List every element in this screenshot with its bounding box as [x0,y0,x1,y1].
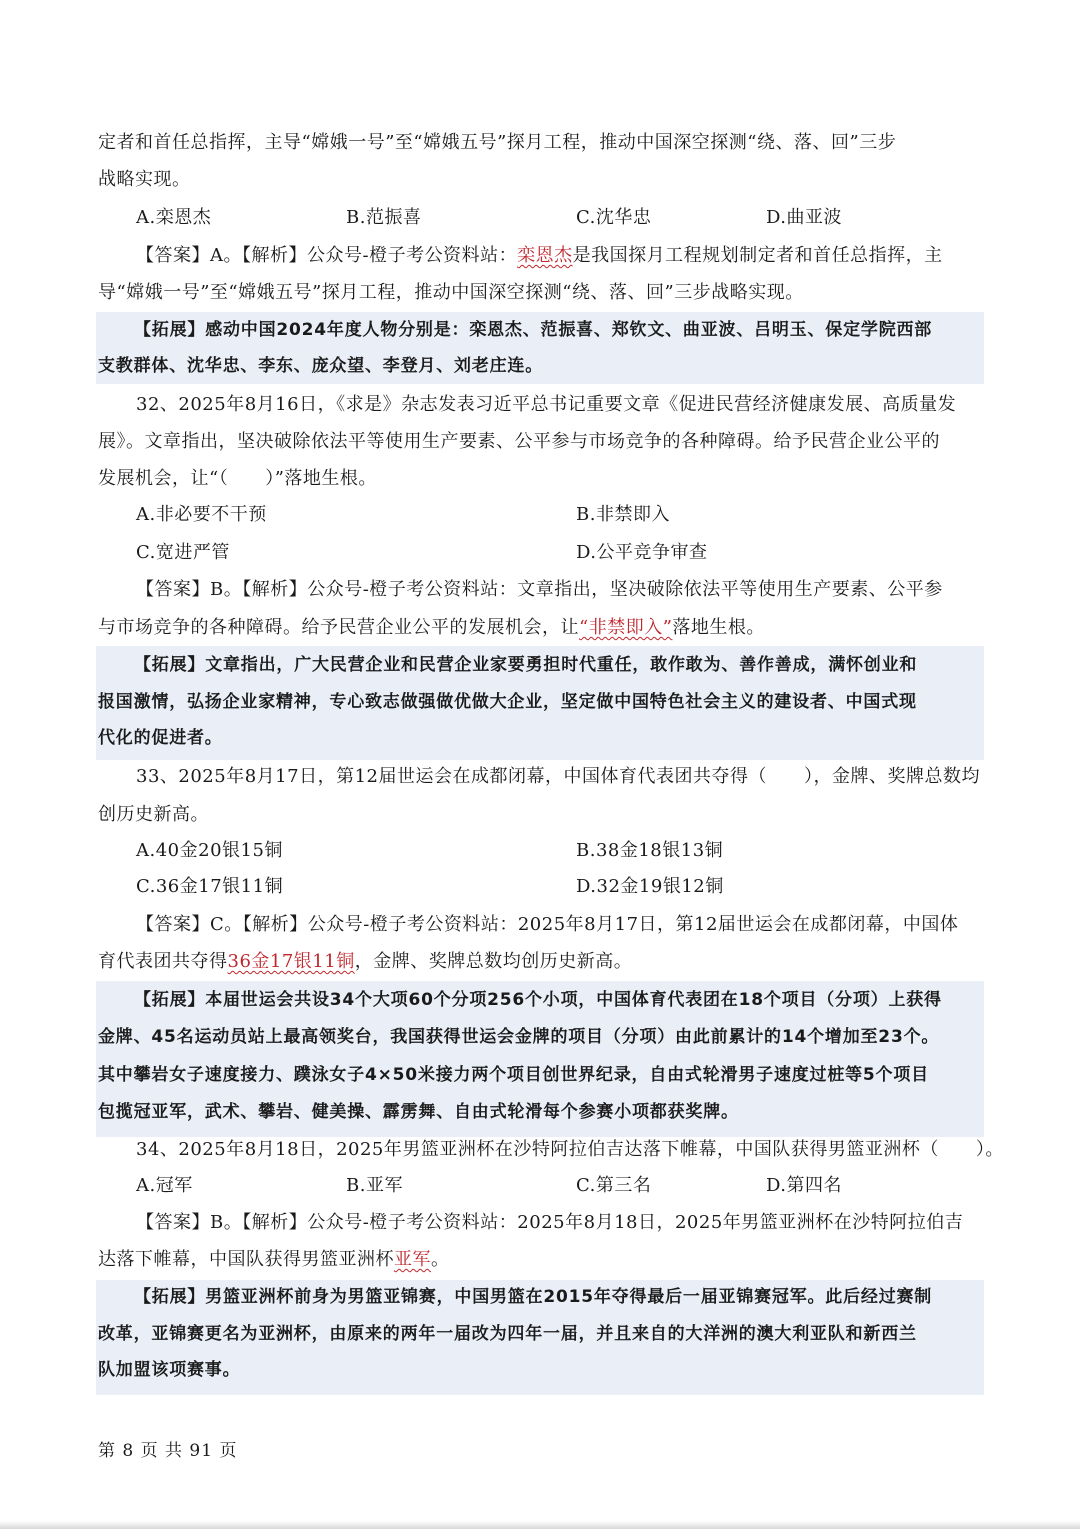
answer-explanation: 【答案】C。【解析】公众号-橙子考公资料站：2025年8月17日，第12届世运会在成都闭幕，中国体 [136,914,959,935]
answer-prefix: 与市场竞争的各种障碍。给予民营企业公平的发展机会，让 [98,617,579,638]
option-b: B.亚军 [346,1175,403,1196]
extension-box [96,1280,984,1395]
option-c: C.沈华忠 [576,207,652,228]
extension-box [96,312,984,384]
extension-text: 报国激情，弘扬企业家精神，专心致志做强做优做大企业，坚定做中国特色社会主义的建设者、中国式现 [98,692,917,712]
answer-prefix: 【答案】A。【解析】公众号-橙子考公资料站： [136,245,518,266]
question-34-text: 34、2025年8月18日，2025年男篮亚洲杯在沙特阿拉伯吉达落下帷幕，中国队获得男篮亚洲杯（ ）。 [136,1139,1004,1160]
option-a: A.非必要不干预 [136,504,267,525]
extension-text: 包揽冠亚军，武术、攀岩、健美操、霹雳舞、自由式轮滑每个参赛小项都获奖牌。 [98,1102,739,1122]
extension-box [96,646,984,760]
answer-suffix: ，金牌、奖牌总数均创历史新高。 [354,951,633,972]
option-b: B.范振喜 [346,207,422,228]
extension-text: 【拓展】本届世运会共设34个大项60个分项256个小项，中国体育代表团在18个项目（分项）上获得 [134,990,942,1010]
option-b: B.38金18银13铜 [576,840,724,861]
answer-explanation [98,1248,450,1272]
question-33-text: 33、2025年8月17日，第12届世运会在成都闭幕，中国体育代表团共夺得（ ），金牌、奖牌总数均 [136,766,980,787]
answer-suffix: 是我国探月工程规划制定者和首任总指挥，主 [572,245,943,266]
answer-explanation [136,244,943,268]
extension-text: 改革，亚锦赛更名为亚洲杯，由原来的两年一届改为四年一届，并且来自的大洋洲的澳大利亚队和新西兰 [98,1324,917,1344]
answer-explanation: 【答案】B。【解析】公众号-橙子考公资料站：2025年8月18日，2025年男篮亚洲杯在沙特阿拉伯吉 [136,1212,964,1233]
option-d: D.公平竞争审查 [576,542,708,563]
extension-text: 支教群体、沈华忠、李东、庞众望、李登月、刘老庄连。 [98,356,543,376]
answer-highlight: “非禁即入” [579,617,673,638]
option-c: C.宽进严管 [136,542,230,563]
question-32-text: 32、2025年8月16日，《求是》杂志发表习近平总书记重要文章《促进民营经济健康发展、高质量发 [136,394,957,415]
answer-suffix: 落地生根。 [672,617,765,638]
answer-highlight: 亚军 [394,1249,431,1270]
answer-explanation: 【答案】B。【解析】公众号-橙子考公资料站：文章指出，坚决破除依法平等使用生产要素、公平参 [136,579,943,600]
extension-text: 【拓展】文章指出，广大民营企业和民营企业家要勇担时代重任，敢作敢为、善作善成，满怀创业和 [134,655,918,675]
page-number: 第 8 页 共 91 页 [98,1441,238,1461]
question-31-text: 战略实现。 [98,169,191,190]
extension-text: 其中攀岩女子速度接力、蹼泳女子4×50米接力两个项目创世界纪录，自由式轮滑男子速度过桩等5个项目 [98,1065,929,1085]
question-33-text: 创历史新高。 [98,804,209,825]
option-c: C.第三名 [576,1175,652,1196]
option-a: A.冠军 [136,1175,193,1196]
answer-explanation [98,950,632,974]
option-d: D.第四名 [766,1175,843,1196]
answer-explanation: 导“嫦娥一号”至“嫦娥五号”探月工程，推动中国深空探测“绕、落、回”三步战略实现。 [98,282,804,303]
page-bottom-edge [0,1521,1080,1529]
extension-text: 代化的促进者。 [98,728,223,748]
extension-text: 【拓展】感动中国2024年度人物分别是：栾恩杰、范振喜、郑钦文、曲亚波、吕明玉、保定学院西部 [134,320,933,340]
extension-box [96,981,984,1137]
option-a: A.40金20银15铜 [136,840,283,861]
question-31-text: 定者和首任总指挥，主导“嫦娥一号”至“嫦娥五号”探月工程，推动中国深空探测“绕、落、回”三步 [98,132,897,153]
option-b: B.非禁即入 [576,504,670,525]
answer-prefix: 育代表团共夺得 [98,951,228,972]
extension-text: 队加盟该项赛事。 [98,1360,241,1380]
answer-explanation [98,616,765,640]
question-32-text: 发展机会，让“（ ）”落地生根。 [98,468,377,489]
option-d: D.曲亚波 [766,207,843,228]
option-d: D.32金19银12铜 [576,876,724,897]
answer-suffix: 。 [431,1249,450,1270]
answer-highlight: 36金17银11铜 [227,951,355,972]
question-32-text: 展》。文章指出，坚决破除依法平等使用生产要素、公平参与市场竞争的各种障碍。给予民营企业公平的 [98,431,940,452]
option-c: C.36金17银11铜 [136,876,284,897]
extension-text: 【拓展】男篮亚洲杯前身为男篮亚锦赛，中国男篮在2015年夺得最后一届亚锦赛冠军。此后经过赛制 [134,1287,933,1307]
answer-prefix: 达落下帷幕，中国队获得男篮亚洲杯 [98,1249,394,1270]
answer-highlight: 栾恩杰 [517,245,573,266]
extension-text: 金牌、45名运动员站上最高领奖台，我国获得世运会金牌的项目（分项）由此前累计的14个增加至23个。 [98,1027,940,1047]
option-a: A.栾恩杰 [136,207,212,228]
